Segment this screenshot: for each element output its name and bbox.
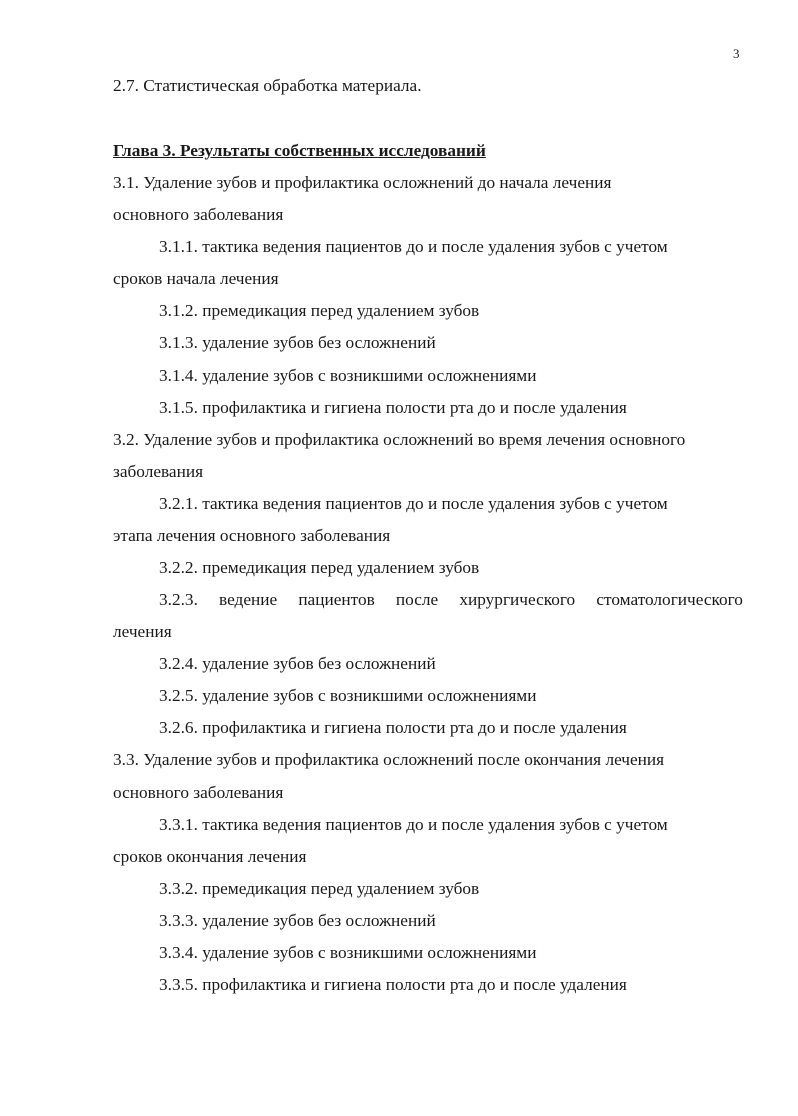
section-3-2-5: 3.2.5. удаление зубов с возникшими осложнениями — [159, 686, 537, 705]
section-3-1-5: 3.1.5. профилактика и гигиена полости рта до и после удаления — [159, 398, 627, 417]
section-3-2-3-word: стоматологического — [596, 590, 743, 609]
section-3-2-3-line1 — [159, 590, 743, 610]
section-3-1-line2: основного заболевания — [113, 205, 284, 224]
section-3-2-line2: заболевания — [113, 462, 204, 481]
section-3-1-line1: 3.1. Удаление зубов и профилактика осложнений до начала лечения — [113, 173, 612, 192]
section-2-7: 2.7. Статистическая обработка материала. — [113, 76, 422, 95]
section-3-2-2: 3.2.2. премедикация перед удалением зубов — [159, 558, 480, 577]
section-3-1-4: 3.1.4. удаление зубов с возникшими осложнениями — [159, 366, 537, 385]
section-3-3-5: 3.3.5. профилактика и гигиена полости рта до и после удаления — [159, 975, 627, 994]
section-3-3-2: 3.3.2. премедикация перед удалением зубов — [159, 879, 480, 898]
chapter-title: Глава 3. Результаты собственных исследований — [113, 141, 486, 160]
section-3-2-1-line1: 3.2.1. тактика ведения пациентов до и после удаления зубов с учетом — [159, 494, 668, 513]
section-3-2-3-word: 3.2.3. — [159, 590, 198, 609]
section-3-3-line1: 3.3. Удаление зубов и профилактика осложнений после окончания лечения — [113, 750, 665, 769]
section-3-3-3: 3.3.3. удаление зубов без осложнений — [159, 911, 436, 930]
section-3-3-1-line1: 3.3.1. тактика ведения пациентов до и после удаления зубов с учетом — [159, 815, 668, 834]
section-3-1-1-line1: 3.1.1. тактика ведения пациентов до и после удаления зубов с учетом — [159, 237, 668, 256]
section-3-2-3-word: ведение — [219, 590, 278, 609]
section-3-2-3-line2: лечения — [113, 622, 172, 641]
section-3-2-4: 3.2.4. удаление зубов без осложнений — [159, 654, 436, 673]
section-3-2-3-word: пациентов — [298, 590, 375, 609]
section-3-2-6: 3.2.6. профилактика и гигиена полости рта до и после удаления — [159, 718, 627, 737]
section-3-1-1-line2: сроков начала лечения — [113, 269, 279, 288]
section-3-2-3-word: после — [395, 590, 439, 609]
section-3-1-3: 3.1.3. удаление зубов без осложнений — [159, 333, 436, 352]
section-3-2-1-line2: этапа лечения основного заболевания — [113, 526, 391, 545]
section-3-3-1-line2: сроков окончания лечения — [113, 847, 307, 866]
section-3-2-3-word: хирургического — [459, 590, 576, 609]
section-3-2-line1: 3.2. Удаление зубов и профилактика осложнений во время лечения основного — [113, 430, 686, 449]
section-3-1-2: 3.1.2. премедикация перед удалением зубов — [159, 301, 480, 320]
section-3-3-line2: основного заболевания — [113, 783, 284, 802]
page-number: 3 — [733, 46, 740, 61]
section-3-3-4: 3.3.4. удаление зубов с возникшими осложнениями — [159, 943, 537, 962]
